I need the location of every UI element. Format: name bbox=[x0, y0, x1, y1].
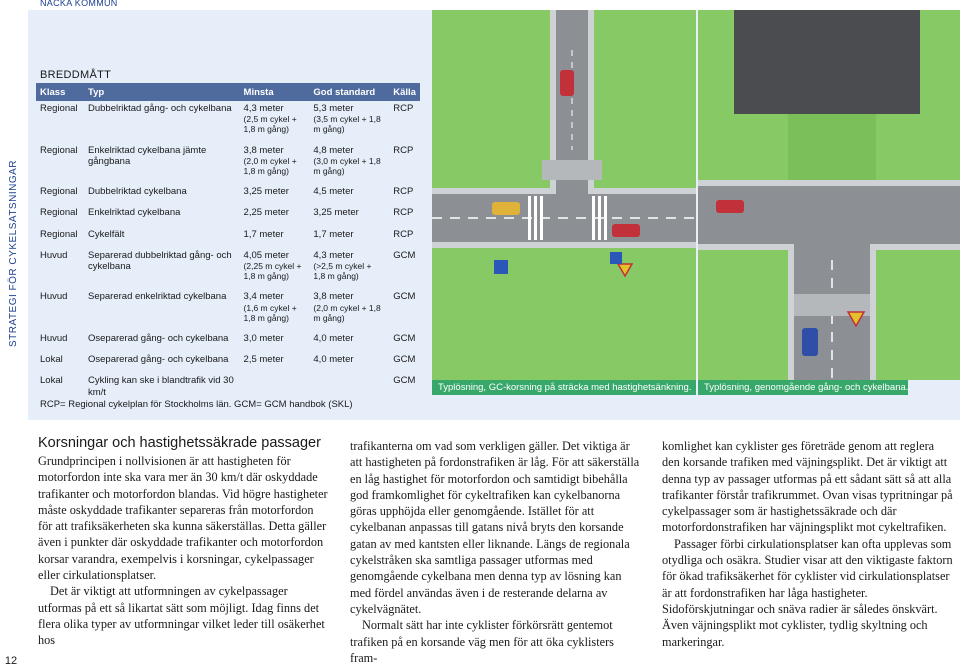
cell-god-detail: (2,0 m cykel + 1,8 m gång) bbox=[313, 302, 381, 323]
cell-god bbox=[309, 178, 389, 199]
cell-god-value: 4,8 meter bbox=[313, 144, 354, 156]
cell-typ bbox=[84, 101, 240, 137]
cell-typ bbox=[84, 199, 240, 220]
kommun-label: NACKA KOMMUN bbox=[40, 0, 118, 8]
caption-gc-crossing: Typlösning, GC-korsning på sträcka med hastighetsänkning. bbox=[432, 380, 696, 395]
cell-klass bbox=[36, 199, 84, 220]
cell-god-detail: (3,0 m cykel + 1,8 m gång) bbox=[313, 155, 381, 176]
col-header-god: God standard bbox=[309, 83, 389, 101]
cell-god bbox=[309, 137, 389, 179]
article-column-2 bbox=[350, 438, 640, 666]
article-column-3 bbox=[662, 438, 954, 650]
table-row bbox=[36, 221, 420, 242]
cell-kalla bbox=[389, 101, 420, 137]
cell-minsta-value: 2,5 meter bbox=[243, 354, 284, 366]
cell-klass-value: Huvud bbox=[40, 291, 68, 303]
cell-minsta bbox=[240, 101, 310, 137]
cell-god-value: 4,0 meter bbox=[313, 354, 354, 366]
cell-minsta-value: 3,4 meter bbox=[243, 291, 284, 303]
cell-kalla-value: GCM bbox=[393, 354, 416, 366]
cell-typ bbox=[84, 325, 240, 346]
cell-minsta bbox=[240, 199, 310, 220]
article-paragraph: Passager förbi cirkulationsplatser kan ofta upplevas som otydliga och osäkra. Studier visar att den viktigaste faktorn för ökad trafiksäkerhet för cyklister vid cirkulationsplatser är att fordonstrafiken har låga hastigheter. Sidoförskjutningar och snäva radier är således önskvärt. Även väjningsplikt mot cyklister, tydlig skyltning och markeringar. bbox=[662, 536, 953, 649]
page-number: 12 bbox=[4, 655, 18, 667]
cell-kalla-value: RCP bbox=[393, 228, 414, 240]
cell-klass bbox=[36, 283, 84, 325]
article-column-1 bbox=[38, 453, 330, 649]
map-genomgaende-svg bbox=[698, 10, 960, 380]
cell-klass bbox=[36, 242, 84, 284]
cell-klass-value: Regional bbox=[40, 186, 78, 198]
table-title: BREDDMÅTT bbox=[40, 69, 112, 81]
cell-klass-value: Regional bbox=[40, 144, 78, 156]
cell-typ bbox=[84, 137, 240, 179]
top-band bbox=[0, 0, 960, 10]
cell-kalla bbox=[389, 221, 420, 242]
cell-kalla-value: RCP bbox=[393, 186, 414, 198]
col-header-kalla: Källa bbox=[389, 83, 420, 101]
cell-typ bbox=[84, 283, 240, 325]
cell-typ-value: Separerad dubbelriktad gång- och cykelbana bbox=[87, 249, 232, 272]
cell-klass-value: Lokal bbox=[40, 375, 63, 387]
cell-minsta-value: 4,05 meter bbox=[243, 249, 289, 261]
cell-god-value: 4,0 meter bbox=[313, 332, 354, 344]
table-row bbox=[36, 101, 420, 137]
cell-kalla-value: RCP bbox=[393, 103, 414, 114]
cell-typ-value: Enkelriktad cykelbana jämte gångbana bbox=[87, 144, 207, 167]
cell-klass-value: Regional bbox=[40, 228, 78, 240]
cell-klass-value: Lokal bbox=[40, 354, 63, 366]
cell-kalla bbox=[389, 283, 420, 325]
cell-typ-value: Cykling kan ske i blandtrafik vid 30 km/t bbox=[87, 375, 234, 398]
cell-minsta-detail: (2,25 m cykel + 1,8 m gång) bbox=[243, 260, 302, 282]
cell-klass-value: Huvud bbox=[40, 249, 68, 261]
table-row bbox=[36, 137, 420, 179]
cell-klass bbox=[36, 101, 84, 137]
cell-kalla bbox=[389, 325, 420, 346]
cell-kalla-value: GCM bbox=[393, 375, 416, 387]
cell-klass bbox=[36, 346, 84, 367]
cell-kalla bbox=[389, 199, 420, 220]
cell-minsta bbox=[240, 325, 310, 346]
cell-god bbox=[309, 367, 389, 399]
cell-kalla-value: RCP bbox=[393, 144, 414, 156]
cell-typ bbox=[84, 367, 240, 399]
table-footnote: RCP= Regional cykelplan för Stockholms län. GCM= GCM handbok (SKL) bbox=[40, 399, 353, 410]
cell-minsta bbox=[240, 221, 310, 242]
cell-minsta bbox=[240, 178, 310, 199]
cell-god bbox=[309, 221, 389, 242]
cell-typ bbox=[84, 346, 240, 367]
cell-god bbox=[309, 283, 389, 325]
cell-kalla-value: RCP bbox=[393, 207, 414, 219]
article-paragraph: Grundprincipen i nollvisionen är att hastigheten för motorfordon inte ska vara mer än 30 km/t där oskyddade trafikanter och motorfordon blandas. Vid högre hastigheter måste oskyddade trafikanter separeras från motorfordon för att trafiksäkerheten ska kunna säkerställas. Detta gäller även i punkter där oskyddade trafikanter och motorfordon korsar varandra, exempelvis i korsningar, cykelpassager eller cirkulationsplatser. bbox=[38, 454, 328, 583]
cell-kalla bbox=[389, 137, 420, 179]
cell-klass-value: Regional bbox=[40, 207, 78, 219]
breddmatt-table bbox=[36, 83, 420, 400]
cell-minsta bbox=[240, 346, 310, 367]
cell-klass-value: Regional bbox=[40, 103, 78, 114]
cell-god-value: 5,3 meter bbox=[313, 103, 354, 114]
col-header-typ: Typ bbox=[84, 83, 240, 101]
cell-minsta bbox=[240, 242, 310, 284]
article-paragraph: Normalt sätt har inte cyklister förkörsrätt gentemot trafiken på en korsande väg men för att öka cyklisters fram- bbox=[350, 618, 614, 665]
cell-typ bbox=[84, 221, 240, 242]
cell-god-value: 4,3 meter bbox=[313, 249, 354, 261]
cell-typ bbox=[84, 178, 240, 199]
cell-klass bbox=[36, 325, 84, 346]
table-row bbox=[36, 325, 420, 346]
table-row bbox=[36, 346, 420, 367]
cell-minsta-value: 1,7 meter bbox=[243, 228, 284, 240]
side-title-wrap bbox=[8, 160, 22, 347]
cell-minsta bbox=[240, 137, 310, 179]
cell-minsta bbox=[240, 283, 310, 325]
cell-god-detail: (>2,5 m cykel + 1,8 m gång) bbox=[313, 260, 372, 282]
map-genomgaende bbox=[698, 10, 960, 380]
cell-typ-value: Oseparerad gång- och cykelbana bbox=[87, 354, 229, 366]
article-heading: Korsningar och hastighetssäkrade passager bbox=[38, 435, 321, 451]
cell-typ-value: Dubbelriktad cykelbana bbox=[87, 186, 187, 198]
cell-klass bbox=[36, 367, 84, 399]
cell-typ-value: Dubbelriktad gång- och cykelbana bbox=[87, 103, 232, 114]
cell-kalla-value: GCM bbox=[393, 249, 416, 261]
cell-minsta bbox=[240, 367, 310, 399]
table-row bbox=[36, 283, 420, 325]
map-gc-crossing-svg bbox=[432, 10, 696, 380]
col-header-minsta: Minsta bbox=[240, 83, 310, 101]
cell-kalla bbox=[389, 367, 420, 399]
cell-typ-value: Separerad enkelriktad cykelbana bbox=[87, 291, 227, 303]
cell-god-value: 3,8 meter bbox=[313, 291, 354, 303]
article-paragraph: trafikanterna om vad som verkligen gäller. Det viktiga är att hastigheten på fordonstrafiken är låg. För att säkerställa en låg hastighet för motorfordon och samtidigt bibehålla god framkomlighet för cykeltrafiken kan cykelbanorna göras upphöjda eller genomgående. Istället för att cykelbanan anpassas till gatans nivå bryts den korsande gatan av med kantsten eller liknande. Längs de regionala cykelstråken ska samtliga passager utformas med genomgående cykelbana men denna typ av lösning kan med fördel användas även i de resterande delarna av cykelvägnätet. bbox=[350, 439, 640, 616]
cell-minsta-value: 4,3 meter bbox=[243, 103, 284, 114]
cell-kalla-value: GCM bbox=[393, 291, 416, 303]
cell-god bbox=[309, 346, 389, 367]
cell-minsta-value: 3,0 meter bbox=[243, 332, 284, 344]
cell-minsta-value: 2,25 meter bbox=[243, 207, 289, 219]
cell-god bbox=[309, 242, 389, 284]
cell-minsta-detail: (2,0 m cykel + 1,8 m gång) bbox=[243, 155, 297, 176]
col-header-klass: Klass bbox=[36, 83, 84, 101]
caption-genomgaende: Typlösning, genomgående gång- och cykelbana. bbox=[698, 380, 908, 395]
table-row bbox=[36, 199, 420, 220]
cell-klass bbox=[36, 137, 84, 179]
side-title: STRATEGI FÖR CYKELSATSNINGAR bbox=[8, 160, 19, 347]
cell-god bbox=[309, 199, 389, 220]
cell-god bbox=[309, 325, 389, 346]
cell-typ-value: Enkelriktad cykelbana bbox=[87, 207, 181, 219]
cell-minsta-value: 3,8 meter bbox=[243, 144, 284, 156]
side-strip bbox=[0, 10, 28, 650]
cell-minsta-value: 3,25 meter bbox=[243, 186, 289, 198]
cell-kalla bbox=[389, 178, 420, 199]
cell-klass bbox=[36, 221, 84, 242]
cell-god-value: 3,25 meter bbox=[313, 207, 359, 219]
article-paragraph: komlighet kan cyklister ges företräde genom att reglera den korsande trafiken med väjningsplikt. Det är viktigt att denna typ av passager utformas på ett sådant sätt så att alla trafikanter förstår trafikrummet. Ovan visas typritningar på cykelpassager som är hastighetssäkrade och där motorfordonstrafiken har väjningsplikt mot cykeltrafiken. bbox=[662, 439, 953, 535]
article-paragraph: Det är viktigt att utformningen av cykelpassager utformas på ett så likartat sätt som möjligt. Idag finns det flera olika typer av utformningar vilket leder till osäkerhet hos bbox=[38, 584, 325, 648]
cell-god bbox=[309, 101, 389, 137]
cell-kalla bbox=[389, 346, 420, 367]
cell-typ bbox=[84, 242, 240, 284]
cell-minsta-detail: (2,5 m cykel + 1,8 m gång) bbox=[243, 114, 297, 135]
cell-minsta-detail: (1,6 m cykel + 1,8 m gång) bbox=[243, 302, 297, 323]
cell-klass bbox=[36, 178, 84, 199]
cell-kalla-value: GCM bbox=[393, 332, 416, 344]
cell-god-detail: (3,5 m cykel + 1,8 m gång) bbox=[313, 114, 381, 135]
cell-god-value: 4,5 meter bbox=[313, 186, 354, 198]
cell-kalla bbox=[389, 242, 420, 284]
table-row bbox=[36, 367, 420, 399]
cell-klass-value: Huvud bbox=[40, 332, 68, 344]
table-row bbox=[36, 178, 420, 199]
table-header-row bbox=[36, 83, 420, 101]
cell-typ-value: Cykelfält bbox=[87, 228, 125, 240]
cell-typ-value: Oseparerad gång- och cykelbana bbox=[87, 332, 229, 344]
table-row bbox=[36, 242, 420, 284]
map-gc-crossing bbox=[432, 10, 696, 380]
cell-god-value: 1,7 meter bbox=[313, 228, 354, 240]
